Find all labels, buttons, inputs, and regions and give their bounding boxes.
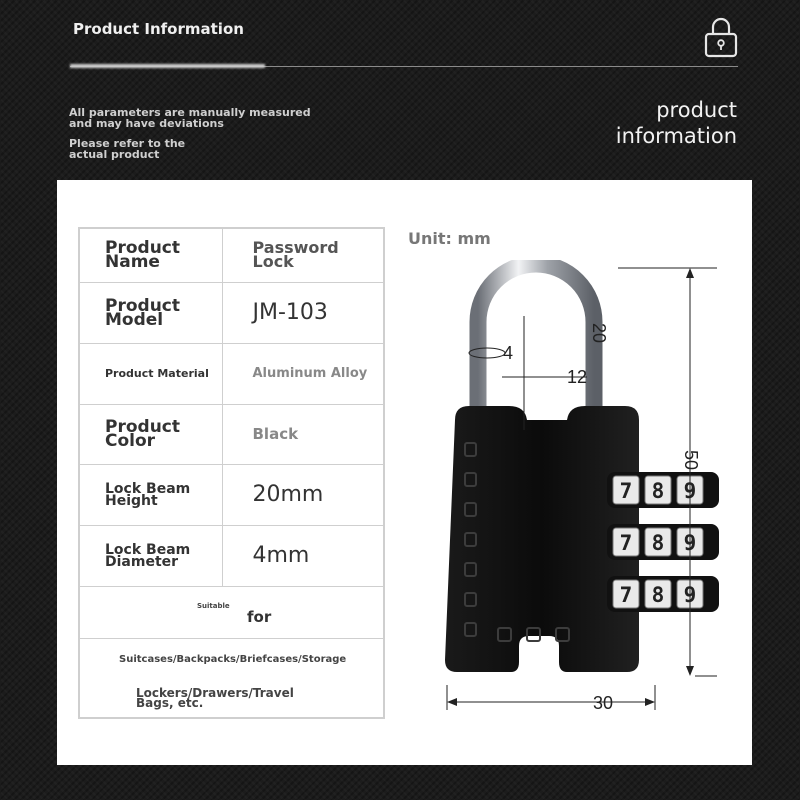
row-label: Product Model xyxy=(79,282,222,343)
dimension-shackle-width: 12 xyxy=(567,367,588,387)
table-row xyxy=(79,638,384,718)
table-row xyxy=(79,282,384,343)
dimension-body-width: 30 xyxy=(593,693,614,713)
measurement-note: All parameters are manually measured and may have deviations xyxy=(69,106,311,130)
dial-digit: 8 xyxy=(651,583,665,607)
row-label: Lock Beam Diameter xyxy=(79,525,222,586)
dial-digit: 9 xyxy=(683,531,697,555)
dial-digit: 7 xyxy=(619,583,633,607)
suitable-cell xyxy=(79,586,384,638)
dimension-shackle-diameter: 4 xyxy=(503,343,514,363)
combination-dial-row[interactable] xyxy=(607,576,719,612)
measurement-notes xyxy=(69,107,339,160)
usage-line-2: Lockers/Drawers/Travel Bags, etc. xyxy=(136,685,294,710)
table-row xyxy=(79,586,384,638)
combination-dial-row[interactable] xyxy=(607,524,719,560)
row-label: Lock Beam Height xyxy=(79,464,222,525)
row-value: 4mm xyxy=(222,525,384,586)
row-value: Password Lock xyxy=(222,228,384,282)
table-row xyxy=(79,228,384,282)
dial-digit: 9 xyxy=(683,583,697,607)
usage-cell xyxy=(79,638,384,718)
table-row xyxy=(79,464,384,525)
suitable-small-label: Suitable xyxy=(197,601,230,610)
row-label: Product Color xyxy=(79,404,222,464)
dial-digit: 7 xyxy=(619,531,633,555)
dial-digit: 7 xyxy=(619,479,633,503)
combination-dial-row[interactable] xyxy=(607,472,719,508)
header-divider-accent xyxy=(70,64,265,68)
section-heading: product information xyxy=(615,98,737,148)
row-label: Product Material xyxy=(79,343,222,404)
row-label: Product Name xyxy=(79,228,222,282)
suitable-for-label: for xyxy=(247,607,272,626)
row-value: JM-103 xyxy=(222,282,384,343)
table-row xyxy=(79,525,384,586)
usage-line-1: Suitcases/Backpacks/Briefcases/Storage xyxy=(119,653,347,665)
product-panel xyxy=(57,180,752,765)
padlock-icon xyxy=(704,16,738,58)
padlock-dimension-drawing xyxy=(427,260,727,750)
dial-digit: 8 xyxy=(651,479,665,503)
page-title: Product Information xyxy=(73,20,244,38)
table-row xyxy=(79,404,384,464)
dimension-shackle-height: 20 xyxy=(589,323,609,344)
refer-note: Please refer to the actual product xyxy=(69,137,186,161)
table-row xyxy=(79,343,384,404)
dial-digit: 9 xyxy=(683,479,697,503)
unit-label: Unit: mm xyxy=(408,229,491,248)
spec-table xyxy=(78,227,385,719)
row-value: 20mm xyxy=(222,464,384,525)
row-value: Black xyxy=(222,404,384,464)
row-value: Aluminum Alloy xyxy=(222,343,384,404)
dial-digit: 8 xyxy=(651,531,665,555)
dimension-total-height: 50 xyxy=(681,450,701,471)
